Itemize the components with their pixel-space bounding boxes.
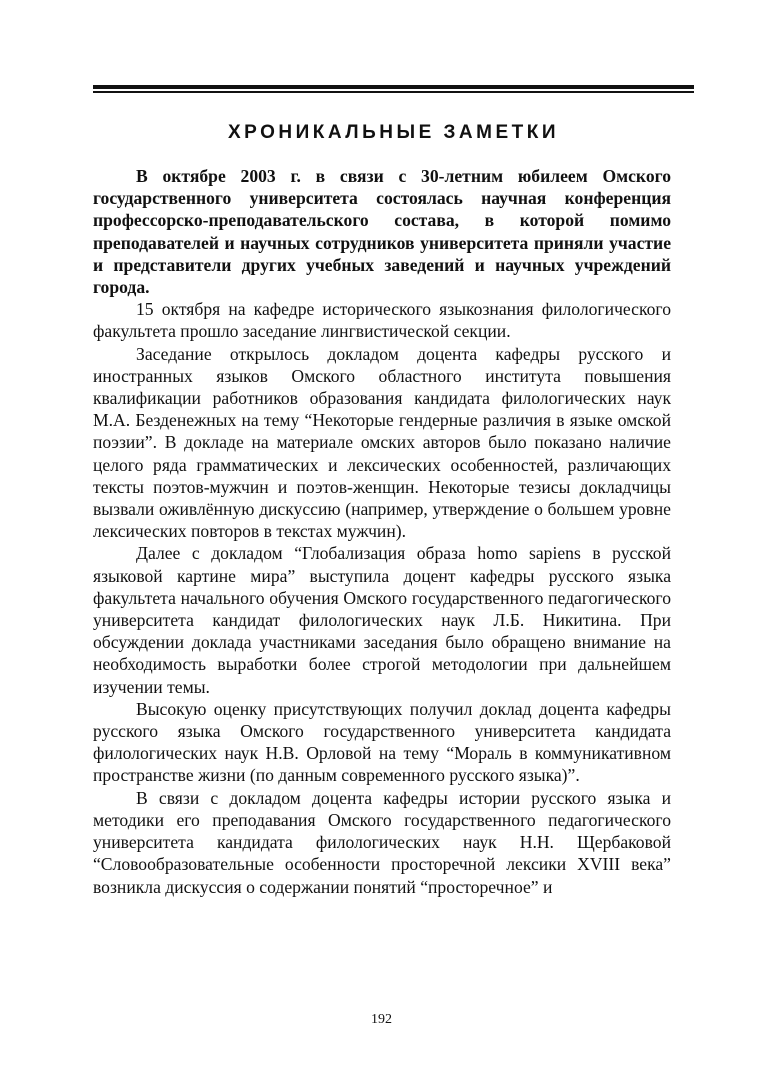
body-paragraph: В связи с докладом доцента кафедры истории русского языка и методики его преподавания Омского государственного педагогического университета кандидата филологических наук Н.Н. Щербаковой “Словообразовательные особенности просторечной лексики XVIII века” возникла дискуссия о содержании понятий “просторечное” и: [93, 787, 671, 897]
body-paragraph: 15 октября на кафедре исторического языкознания филологического факультета прошло заседание лингвистической секции.: [93, 299, 671, 342]
header-rule-thick: [93, 85, 694, 89]
body-paragraph: Далее с докладом “Глобализация образа homo sapiens в русской языковой картине мира” выступила доцент кафедры русского языка факультета начального обучения Омского государственного педагогического университета кандидат филологических наук Л.Б. Никитина. При обсуждении доклада участниками заседания было обращено внимание на необходимость выработки более строгой методологии при дальнейшем изучении темы.: [93, 543, 671, 697]
body-paragraph: Высокую оценку присутствующих получил доклад доцента кафедры русского языка Омского государственного университета кандидата филологических наук Н.В. Орловой на тему “Мораль в коммуникативном пространстве жизни (по данным современного русского языка)”.: [93, 698, 671, 786]
header-rule-thin: [93, 91, 694, 93]
page-number: 192: [371, 1012, 392, 1027]
section-heading: ХРОНИКАЛЬНЫЕ ЗАМЕТКИ: [227, 122, 560, 143]
intro-paragraph: В октябре 2003 г. в связи с 30-летним юбилеем Омского государственного университета состоялась научная конференция профессорско-преподавательского состава, в которой помимо преподавателей и научных сотрудников университета приняли участие и представители других учебных заведений и научных учреждений города.: [93, 166, 671, 298]
body-paragraph: Заседание открылось докладом доцента кафедры русского и иностранных языков Омского областного института повышения квалификации работников образования кандидата филологических наук М.А. Безденежных на тему “Некоторые гендерные различия в языке омской поэзии”. В докладе на материале омских авторов было показано наличие целого ряда грамматических и лексических особенностей, различающих тексты поэтов-мужчин и поэтов-женщин. Некоторые тезисы докладчицы вызвали оживлённую дискуссию (например, утверждение о большем уровне лексических повторов в текстах мужчин).: [93, 343, 671, 542]
article-body: [93, 165, 671, 898]
